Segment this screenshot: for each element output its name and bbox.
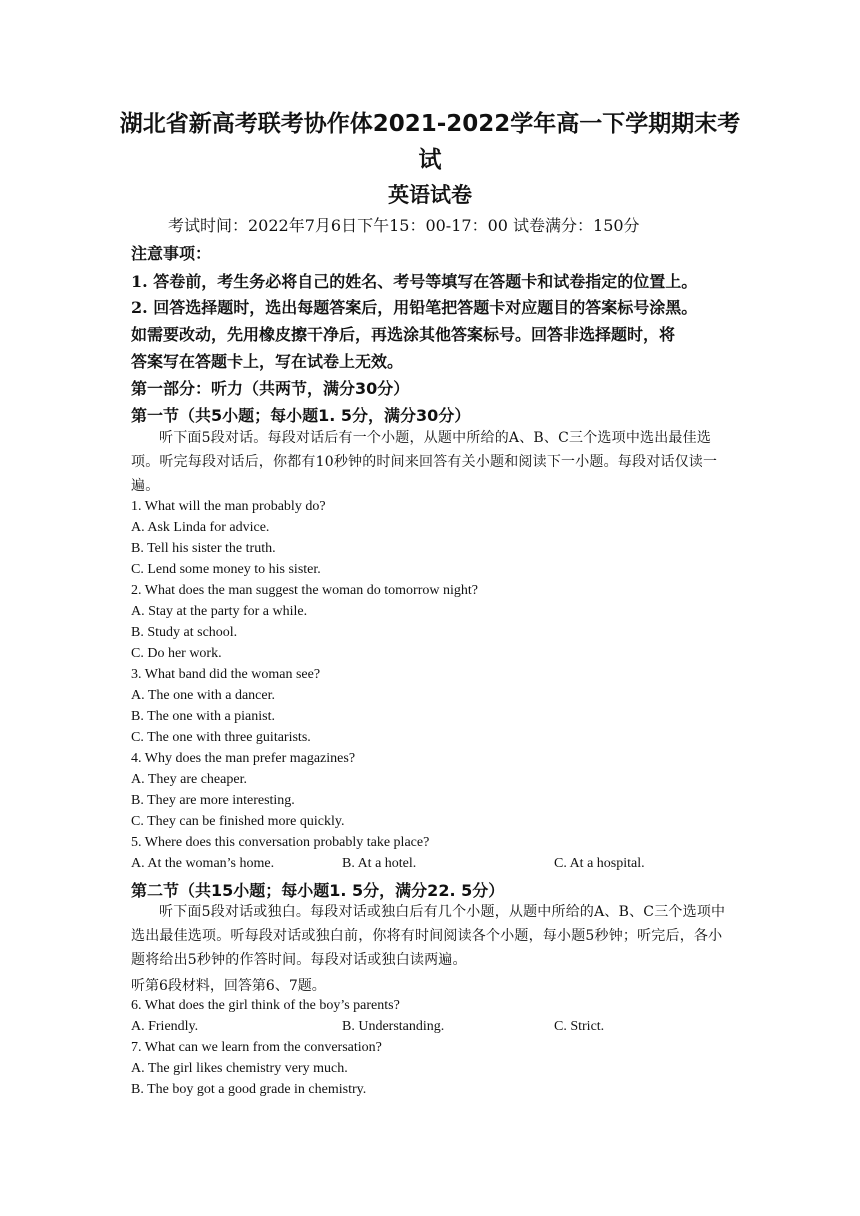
option-1b: B. Tell his sister the truth. bbox=[131, 541, 276, 556]
exam-title-line1: 湖北省新高考联考协作体2021-2022学年高一下学期期末考 bbox=[119, 111, 741, 137]
exam-subtitle: 英语试卷 bbox=[388, 183, 472, 207]
option-4b: B. They are more interesting. bbox=[131, 793, 295, 808]
exam-info: 考试时间：2022年7月6日下午15：00-17：00 试卷满分：150分 bbox=[168, 216, 640, 235]
option-7b: B. The boy got a good grade in chemistry. bbox=[131, 1082, 367, 1097]
note-item: 答案写在答题卡上，写在试卷上无效。 bbox=[131, 352, 404, 371]
option-4a: A. They are cheaper. bbox=[131, 772, 247, 787]
section2-heading: 第二节（共15小题；每小题1. 5分，满分22. 5分） bbox=[131, 881, 505, 900]
option-2a: A. Stay at the party for a while. bbox=[131, 604, 308, 619]
note-item: 2. 回答选择题时，选出每题答案后，用铅笔把答题卡对应题目的答案标号涂黑。 bbox=[131, 298, 698, 317]
note-item: 1. 答卷前，考生务必将自己的姓名、考号等填写在答题卡和试卷指定的位置上。 bbox=[131, 272, 698, 291]
option-3b: B. The one with a pianist. bbox=[131, 709, 275, 724]
notes-heading: 注意事项： bbox=[131, 244, 212, 263]
option-6a: A. Friendly. bbox=[131, 1019, 199, 1034]
option-6b: B. Understanding. bbox=[342, 1019, 445, 1034]
exam-title-line2: 试 bbox=[418, 147, 442, 173]
question-6: 6. What does the girl think of the boy’s parents? bbox=[131, 998, 400, 1013]
option-1a: A. Ask Linda for advice. bbox=[131, 520, 270, 535]
section1-instructions: 听下面5段对话。每段对话后有一个小题，从题中所给的A、B、C三个选项中选出最佳选项。听完每段对话后，你都有10秒钟的时间来回答有关小题和阅读下一小题。每段对话仅读一遍。 bbox=[131, 430, 718, 494]
question-3: 3. What band did the woman see? bbox=[131, 667, 321, 682]
question-4: 4. Why does the man prefer magazines? bbox=[131, 751, 356, 766]
option-3c: C. The one with three guitarists. bbox=[131, 730, 311, 745]
question-2: 2. What does the man suggest the woman do tomorrow night? bbox=[131, 583, 478, 598]
note-item: 如需要改动，先用橡皮擦干净后，再选涂其他答案标号。回答非选择题时，将 bbox=[131, 325, 676, 344]
option-5c: C. At a hospital. bbox=[554, 856, 645, 871]
option-3a: A. The one with a dancer. bbox=[131, 688, 275, 703]
part1-heading: 第一部分：听力（共两节，满分30分） bbox=[131, 379, 410, 398]
question-5: 5. Where does this conversation probably take place? bbox=[131, 835, 430, 850]
section2-instructions: 听下面5段对话或独白。每段对话或独白后有几个小题，从题中所给的A、B、C三个选项中选出最佳选项。听每段对话或独白前，你将有时间阅读各个小题，每小题5秒钟；听完后，各小题将给出5秒钟的作答时间。每段对话或独白读两遍。 bbox=[131, 904, 726, 968]
option-1c: C. Lend some money to his sister. bbox=[131, 562, 321, 577]
option-6c: C. Strict. bbox=[554, 1019, 605, 1034]
option-7a: A. The girl likes chemistry very much. bbox=[131, 1061, 348, 1076]
option-5a: A. At the woman’s home. bbox=[131, 856, 275, 871]
question-1: 1. What will the man probably do? bbox=[131, 499, 326, 514]
option-2c: C. Do her work. bbox=[131, 646, 222, 661]
option-2b: B. Study at school. bbox=[131, 625, 238, 640]
option-5b: B. At a hotel. bbox=[342, 856, 417, 871]
section1-heading: 第一节（共5小题；每小题1. 5分，满分30分） bbox=[131, 406, 471, 425]
material-6-note: 听第6段材料，回答第6、7题。 bbox=[131, 978, 326, 994]
question-7: 7. What can we learn from the conversation? bbox=[131, 1040, 382, 1055]
option-4c: C. They can be finished more quickly. bbox=[131, 814, 345, 829]
